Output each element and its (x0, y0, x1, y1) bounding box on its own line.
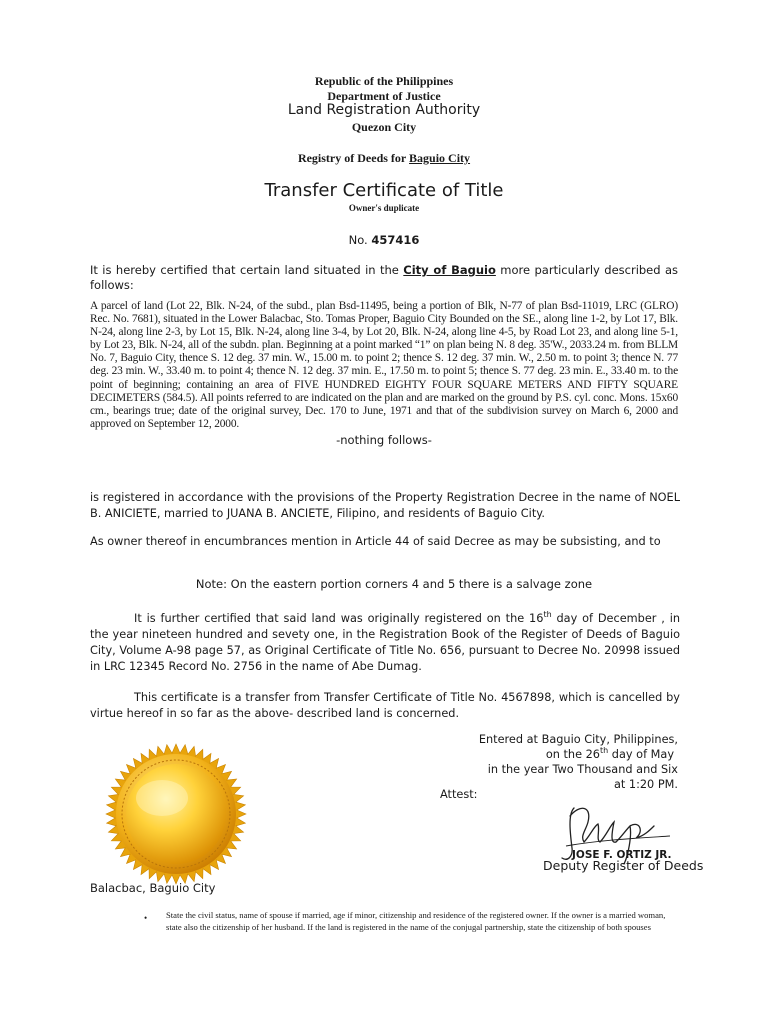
number-value: 457416 (371, 233, 420, 247)
registry-heading: Registry of Deeds for Baguio City (297, 151, 471, 165)
entered-block (440, 732, 678, 792)
entered-line-1: Entered at Baguio City, Philippines, (478, 733, 678, 746)
footnote: State the civil status, name of spouse if married, age if minor, citizenship and residence of the registered owner. If the owner is a married woman, state also the citizenship of her husband. If the land is registered in the name of the conjugal partnership, state the citizenship of both spouses (166, 910, 666, 932)
signatory-title: Deputy Register of Deeds (543, 858, 704, 873)
attest-label: Attest: (440, 788, 478, 801)
entered-line-4: at 1:20 PM. (613, 778, 678, 791)
transfer-clause: This certificate is a transfer from Transfer Certificate of Title No. 4567898, which is cancelled by virtue hereof in so far as the above- described land is concerned. (90, 691, 680, 720)
republic-heading: Republic of the Philippines (314, 74, 454, 88)
number-label: No. (348, 233, 368, 247)
registry-city: Baguio City (409, 151, 471, 165)
land-description: A parcel of land (Lot 22, Blk. N-24, of the subd., plan Bsd-11495, being a portion of Blk, N-77 of plan Bsd-11019, LRC (GLRO) Rec. No. 7681), situated in the Lower Balacbac, Sto. Tomas Proper, Baguio City Bounded on the SE., along line 1-2, by Lot 17, Blk. N-24, along line 2-3, by Lot 15, Blk. N-24, along line 3-4, by Lot 20, Blk. N-24, along line 4-5, by Road Lot 23, and along line 5-1, by Lot 23, Blk. N-24, all of the subdn. plan. Beginning at a point marked “1” on plan being N. 8 deg. 35'W., 2033.24 m. from BLLM No. 7, Baguio City, thence S. 12 deg. 37 min. W., 15.00 m. to point 2; thence S. 12 deg. 37 min. W., 2.50 m. to point 3; thence N. 77 deg. 23 min. W., 33.40 m. to point 4; thence N. 12 deg. 37 min. E., 17.50 m. to point 5; thence S. 77 deg. 23 min. E., 33.40 m. to the point of beginning; containing an area of FIVE HUNDRED EIGHTY FOUR SQUARE METERS AND FIFTY SQUARE DECIMETERS (584.5). All points referred to are indicated on the plan and are marked on the ground by P.S. cyl. conc. Mons. 15x60 cm., bearings true; date of the original survey, Dec. 170 to June, 1971 and that of the subdivision survey on March 6, 2000 and approved on September 12, 2000. (90, 300, 678, 430)
city-heading: Quezon City (351, 120, 417, 134)
original-registration: It is further certified that said land was originally registered on the 16th day of December , in the year nineteen hundred and sevety one, in the Registration Book of the Register of Deeds of Baguio City, Volume A-98 page 57, as Original Certificate of Title No. 656, pursuant to Decree No. 20998 issued in LRC 12345 Record No. 2756 in the name of Abe Dumag. (90, 610, 680, 673)
entered-line-2: on the 26th day of May (545, 746, 674, 761)
certification-intro: It is hereby certified that certain land situated in the City of Baguio more particularly described as follows: (90, 263, 679, 292)
location-label: Balacbac, Baguio City (90, 881, 216, 895)
department-heading: Department of Justice (327, 89, 441, 103)
certificate-number (0, 233, 768, 247)
salvage-note: Note: On the eastern portion corners 4 and 5 there is a salvage zone (195, 577, 593, 591)
city-of-baguio: City of Baguio (403, 263, 496, 277)
authority-heading: Land Registration Authority (287, 102, 481, 118)
registration-clause: is registered in accordance with the provisions of the Property Registration Decree in the name of NOEL B. ANICIETE, married to JUANA B. ANCIETE, Filipino, and residents of Baguio City. (90, 491, 680, 520)
owner-clause: As owner thereof in encumbrances mention in Article 44 of said Decree as may be subsisting, and to (90, 535, 661, 548)
entered-line-3: in the year Two Thousand and Six (487, 763, 678, 776)
bullet-icon: • (144, 913, 148, 923)
owners-duplicate: Owner's duplicate (348, 203, 420, 213)
gold-seal-icon (104, 742, 248, 886)
nothing-follows: -nothing follows- (336, 433, 432, 447)
signatory-name: JOSE F. ORTIZ JR. (572, 849, 672, 861)
page-title: Transfer Certificate of Title (264, 180, 504, 201)
